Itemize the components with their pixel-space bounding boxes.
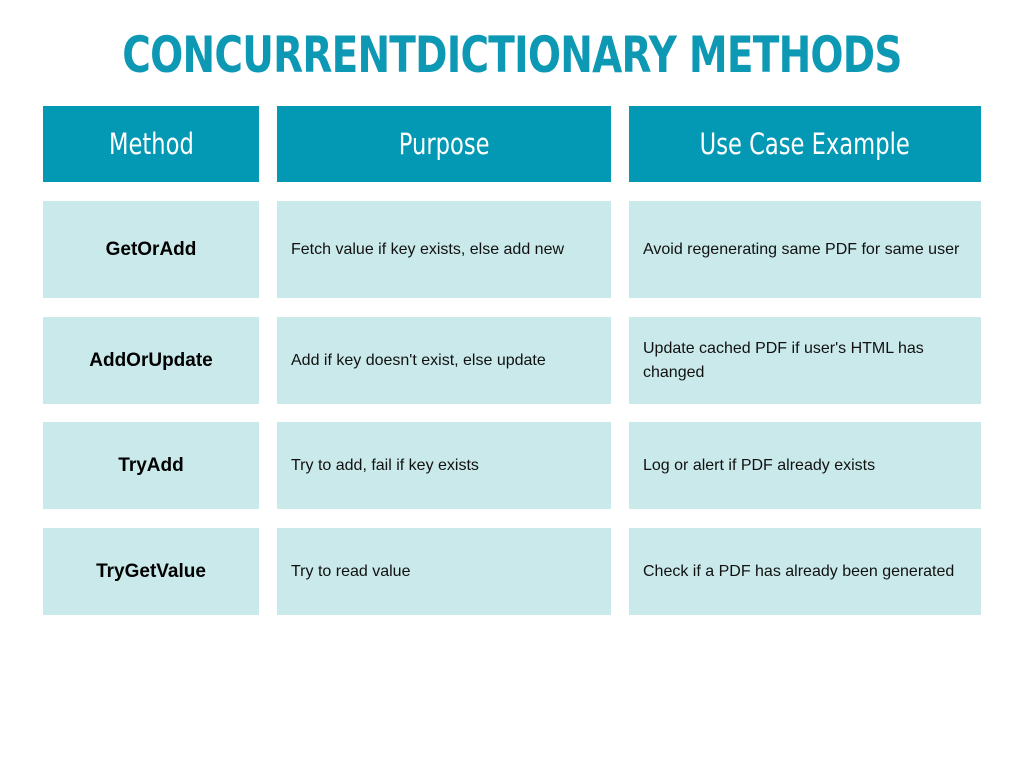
row-3-purpose: Try to add, fail if key exists bbox=[277, 422, 611, 509]
row-1-example: Avoid regenerating same PDF for same user bbox=[629, 201, 981, 298]
header-method: Method bbox=[43, 106, 259, 182]
page-title: CONCURRENTDICTIONARY METHODS bbox=[122, 26, 902, 84]
row-1-method: GetOrAdd bbox=[43, 201, 259, 298]
row-1-purpose: Fetch value if key exists, else add new bbox=[277, 201, 611, 298]
header-purpose: Purpose bbox=[277, 106, 611, 182]
row-4-method: TryGetValue bbox=[43, 528, 259, 615]
row-4-purpose: Try to read value bbox=[277, 528, 611, 615]
row-2-purpose: Add if key doesn't exist, else update bbox=[277, 317, 611, 404]
row-3-example: Log or alert if PDF already exists bbox=[629, 422, 981, 509]
row-2-method: AddOrUpdate bbox=[43, 317, 259, 404]
header-use-case: Use Case Example bbox=[629, 106, 981, 182]
row-3-method: TryAdd bbox=[43, 422, 259, 509]
row-2-example: Update cached PDF if user's HTML has changed bbox=[629, 317, 981, 404]
row-4-example: Check if a PDF has already been generated bbox=[629, 528, 981, 615]
